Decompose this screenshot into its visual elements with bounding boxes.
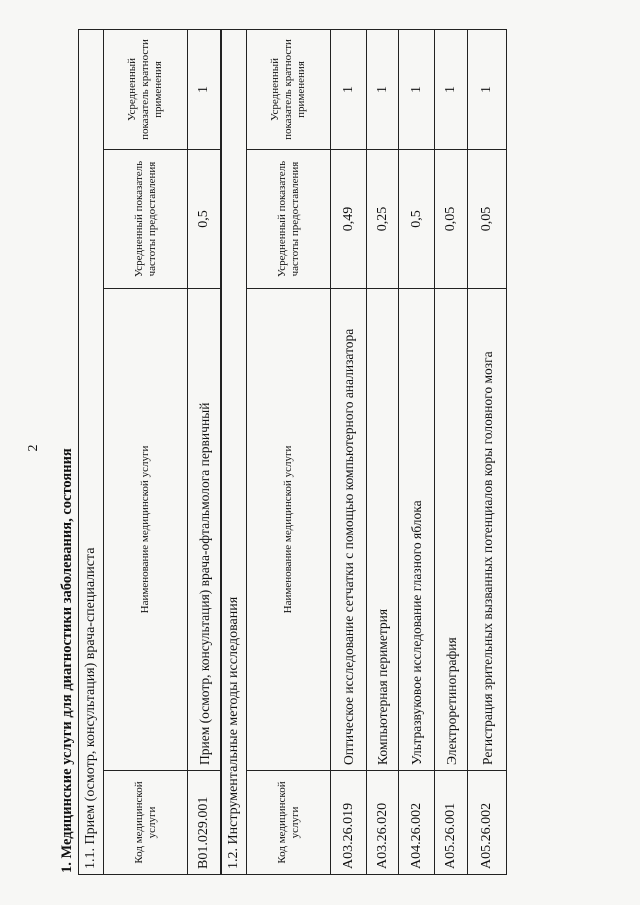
service-name: Регистрация зрительных вызванных потенциалов коры головного мозга — [468, 289, 507, 771]
frequency-value: 0,05 — [435, 150, 468, 289]
table-instrumental — [221, 29, 507, 875]
service-code: A03.26.020 — [367, 771, 399, 875]
frequency-value: 0,25 — [367, 150, 399, 289]
service-code: A05.26.001 — [435, 771, 468, 875]
column-header-frequency: Усредненный показатель частоты предоставления — [104, 150, 188, 289]
service-code: A04.26.002 — [399, 771, 435, 875]
table-row — [367, 29, 399, 874]
multiplicity-value: 1 — [331, 29, 367, 149]
frequency-value: 0,5 — [399, 150, 435, 289]
table-row — [399, 29, 435, 874]
table-row — [188, 29, 221, 874]
service-name: Компьютерная периметрия — [367, 289, 399, 771]
service-code: B01.029.001 — [188, 771, 221, 875]
multiplicity-value: 1 — [435, 29, 468, 149]
service-code: A03.26.019 — [331, 771, 367, 875]
multiplicity-value: 1 — [468, 29, 507, 149]
frequency-value: 0,49 — [331, 150, 367, 289]
service-name: Ультразвуковое исследование глазного яблока — [399, 289, 435, 771]
column-header-name: Наименование медицинской услуги — [247, 289, 331, 771]
service-name: Прием (осмотр, консультация) врача-офтальмолога первичный — [188, 289, 221, 771]
multiplicity-value: 1 — [367, 29, 399, 149]
service-code: A05.26.002 — [468, 771, 507, 875]
table-row — [468, 29, 507, 874]
column-header-code: Код медицинской услуги — [247, 771, 331, 875]
page-number: 2 — [26, 444, 41, 452]
subsection-title-instrumental: 1.2. Инструментальные методы исследования — [222, 29, 247, 874]
service-name: Электроретинография — [435, 289, 468, 771]
document-content — [56, 30, 495, 875]
column-header-name: Наименование медицинской услуги — [104, 289, 188, 771]
multiplicity-value: 1 — [399, 29, 435, 149]
service-name: Оптическое исследование сетчатки с помощью компьютерного анализатора — [331, 289, 367, 771]
multiplicity-value: 1 — [188, 29, 221, 149]
table-row — [435, 29, 468, 874]
column-header-multiplicity: Усредненный показатель кратности применения — [247, 29, 331, 149]
table-row — [331, 29, 367, 874]
table-consultation — [78, 29, 221, 875]
frequency-value: 0,5 — [188, 150, 221, 289]
subsection-title-consultation: 1.1. Прием (осмотр, консультация) врача-специалиста — [79, 29, 104, 874]
section-title: 1. Медицинские услуги для диагностики заболевания, состояния — [59, 448, 75, 873]
column-header-frequency: Усредненный показатель частоты предоставления — [247, 150, 331, 289]
column-header-code: Код медицинской услуги — [104, 771, 188, 875]
column-header-multiplicity: Усредненный показатель кратности применения — [104, 29, 188, 149]
frequency-value: 0,05 — [468, 150, 507, 289]
